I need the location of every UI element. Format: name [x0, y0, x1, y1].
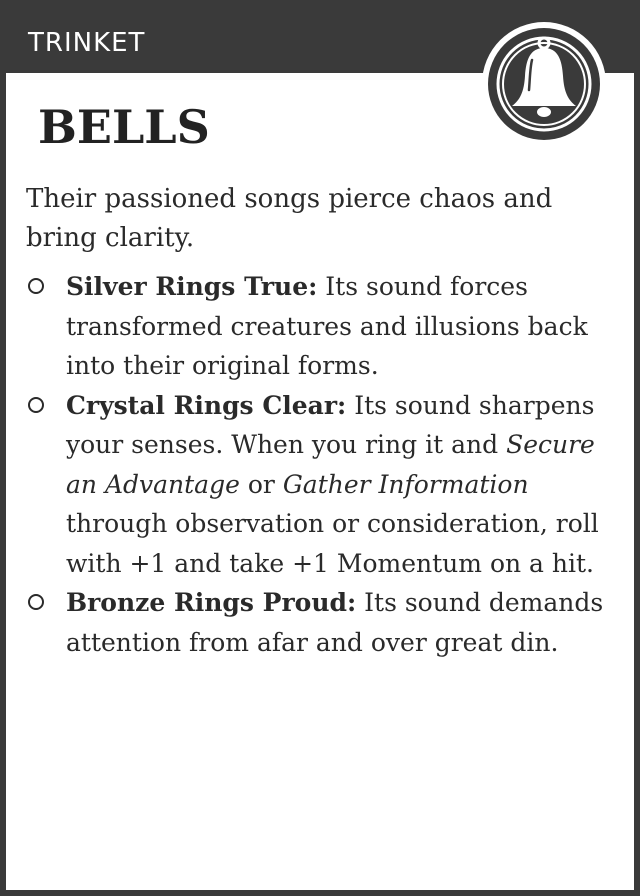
ability-name: Crystal Rings Clear:: [66, 390, 347, 420]
ability-checkbox-silver[interactable]: [28, 278, 44, 294]
ability-text: through observation or consideration, roll with +1 and take +1 Momentum on a hit.: [66, 509, 599, 578]
card-category: TRINKET: [28, 28, 146, 58]
card-title: BELLS: [38, 100, 210, 154]
card-description: Their passioned songs pierce chaos and bring clarity.: [26, 184, 553, 253]
ability-name: Silver Rings True:: [66, 272, 318, 301]
bell-icon: [480, 20, 608, 148]
ability-checkbox-bronze[interactable]: [28, 594, 44, 610]
ability-text: Its sound sharpens your senses. When you ring it and: [66, 390, 595, 459]
ability-text: or: [247, 469, 275, 499]
ability-silver-rings-true: [26, 267, 620, 386]
move-reference: Gather Information: [282, 469, 529, 499]
ability-crystal-rings-clear: [26, 386, 620, 584]
ability-text: Its sound demands attention from afar and over great din.: [66, 588, 604, 657]
ability-list: [26, 267, 620, 662]
ability-checkbox-crystal[interactable]: [28, 397, 44, 413]
ability-text: Its sound forces transformed creatures and illusions back into their original forms.: [66, 272, 588, 380]
move-reference: Secure an Advantage: [66, 430, 595, 499]
ability-bronze-rings-proud: [26, 583, 620, 662]
ability-name: Bronze Rings Proud:: [66, 588, 357, 617]
